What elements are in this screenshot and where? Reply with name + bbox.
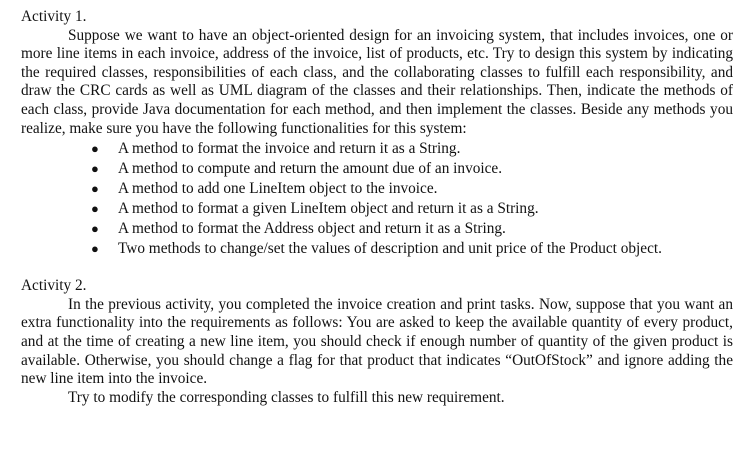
bullet-icon: ● <box>91 241 99 257</box>
list-item-text: A method to add one LineItem object to the invoice. <box>118 180 438 198</box>
list-item <box>91 139 733 159</box>
bullet-icon: ● <box>91 221 99 237</box>
list-item <box>91 239 733 259</box>
activity-1-title: Activity 1. <box>21 8 87 25</box>
activity-2-paragraph: In the previous activity, you completed the invoice creation and print tasks. Now, suppose that you want an extra functionality into the requirements as follows: You are asked to keep the available quantity of every product, and at the time of creating a new line item, you should check if enough number of quantity of the given product is available. Otherwise, you should change a flag for that product that indicates “OutOfStock” and ignore adding the new line item into the invoice. <box>21 295 733 388</box>
list-item-text: A method to format the invoice and return it as a String. <box>118 140 461 158</box>
list-item <box>91 179 733 199</box>
activity-2-section <box>21 277 733 407</box>
activity-1-paragraph: Suppose we want to have an object-oriented design for an invoicing system, that includes invoices, one or more line items in each invoice, address of the invoice, list of products, etc. Try to design this system by indicating the required classes, responsibilities of each class, and the collaborating classes to fulfill each responsibility, and draw the CRC cards as well as UML diagram of the classes and their relationships. Then, indicate the methods of each class, provide Java documentation for each method, and then implement the classes. Beside any methods you realize, make sure you have the following functionalities for this system: <box>21 26 733 137</box>
bullet-icon: ● <box>91 201 99 217</box>
bullet-icon: ● <box>91 161 99 177</box>
activity-2-title: Activity 2. <box>21 277 87 295</box>
bullet-icon: ● <box>91 141 99 157</box>
activity-2-closing-paragraph: Try to modify the corresponding classes to fulfill this new requirement. <box>68 388 505 406</box>
bullet-icon: ● <box>91 181 99 197</box>
list-item-text: A method to compute and return the amount due of an invoice. <box>118 160 503 178</box>
list-item-text: A method to format the Address object and return it as a String. <box>118 220 506 238</box>
list-item <box>91 219 733 239</box>
document <box>21 8 733 407</box>
list-item-text: Two methods to change/set the values of description and unit price of the Product object. <box>118 240 662 258</box>
list-item <box>91 199 733 219</box>
list-item <box>91 159 733 179</box>
activity-1-section <box>21 8 733 259</box>
requirements-list <box>21 139 733 259</box>
list-item-text: A method to format a given LineItem object and return it as a String. <box>118 200 539 218</box>
